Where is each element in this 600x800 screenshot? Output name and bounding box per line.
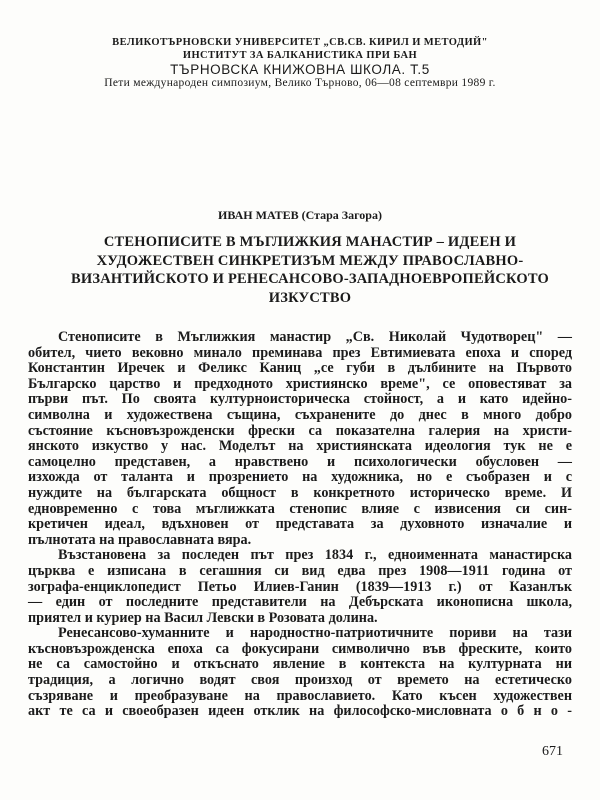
text-line: символна и художествена същина, съхранените до днес в много добро: [28, 406, 572, 423]
text-line: късновъзрожденска епоха са фокусирани символично във фреските, които: [28, 640, 572, 657]
title-line: СТЕНОПИСИТЕ В МЪГЛИЖКИЯ МАНАСТИР – ИДЕЕН И: [103, 234, 517, 250]
text-line: нуждите на българската общност в конкретното историческо време. И: [28, 484, 572, 501]
title-line: ХУДОЖЕСТВЕН СИНКРЕТИЗЪМ МЕЖДУ ПРАВОСЛАВНО-: [96, 252, 524, 269]
series-title: ТЪРНОВСКА КНИЖОВНА ШКОЛА. Т.5: [170, 62, 430, 77]
text-line: традиция, а логично водят своя произход от времето на естетическо: [28, 672, 572, 689]
text-line: не са самостойно и откъснато явление в контекста на културната ни: [28, 656, 572, 673]
title-line: ИЗКУСТВО: [268, 289, 352, 306]
text-line: пълнотата на православната вяра.: [28, 531, 252, 548]
university-name: ВЕЛИКОТЪРНОВСКИ УНИВЕРСИТЕТ „СВ.СВ. КИРИЛ И МЕТОДИЙ": [112, 37, 488, 48]
article-body: [28, 330, 572, 720]
text-line: изхожда от таланта и прозрението на художника, но е съобразен и с: [28, 469, 572, 486]
text-line: янското изкуство у нас. Моделът на християнската идеология тук не е: [28, 438, 572, 455]
text-line: първи път. По своята културноисторическа стойност, а и като идейно-: [28, 391, 572, 408]
text-line: кретичен идеал, вдъхновен от представата за духовното изначалие и: [28, 516, 572, 533]
text-line: Възстановена за последен път през 1834 г., едноименната манастирска: [58, 547, 572, 564]
text-line: Ренесансово-хуманните и народностно-патриотичните пориви на тази: [58, 625, 572, 642]
text-line: обител, чието вековно минало преминава през Евтимиевата епоха и според: [28, 344, 572, 361]
institute-name: ИНСТИТУТ ЗА БАЛКАНИСТИКА ПРИ БАН: [182, 50, 418, 61]
text-line: състояние късновъзрожденски фрески са показателна галерия на христи-: [28, 422, 572, 439]
text-line: Българско царство и предходното християнско време", се оповестяват за: [28, 375, 572, 392]
title-line: ВИЗАНТИЙСКОТО И РЕНЕСАНСОВО-ЗАПАДНОЕВРОПЕЙСКОТО: [70, 271, 549, 287]
text-line: съзряване и преобразуване на православието. Като късен художествен: [28, 687, 572, 704]
author-line: [0, 208, 600, 223]
article-title: [50, 233, 570, 307]
text-line: зографа-енциклопедист Петьо Илиев-Ганин (1839—1913 г.) от Казанлък: [28, 578, 572, 595]
text-line: — един от последните представители на Дебърската иконописна школа,: [28, 594, 572, 611]
author-name: ИВАН МАТЕВ: [218, 208, 299, 222]
text-line: едновременно с това мъглижката стенопис влияе с извисения си син-: [28, 500, 572, 517]
author-affiliation: (Стара Загора): [301, 208, 382, 222]
text-line: църква е изписана в сегашния си вид едва през 1908—1911 година от: [28, 562, 572, 579]
text-line: Стенописите в Мъглижкия манастир „Св. Николай Чудотворец" —: [58, 329, 572, 345]
text-line: самоцелно представен, а нравствено и психологически обусловен —: [28, 453, 572, 470]
text-line: приятел и куриер на Васил Левски в Розовата долина.: [28, 609, 378, 626]
page-number: 671: [542, 744, 563, 759]
text-line: Константин Иречек и Феликс Каниц „се губи в дълбините на Първото: [28, 360, 572, 377]
text-line: акт те са и своеобразен идеен отклик на философско-мисловната о б н о -: [28, 703, 572, 720]
publication-header: [0, 36, 600, 90]
symposium-info: Пети международен симпозиум, Велико Търново, 06—08 септември 1989 г.: [104, 77, 496, 89]
